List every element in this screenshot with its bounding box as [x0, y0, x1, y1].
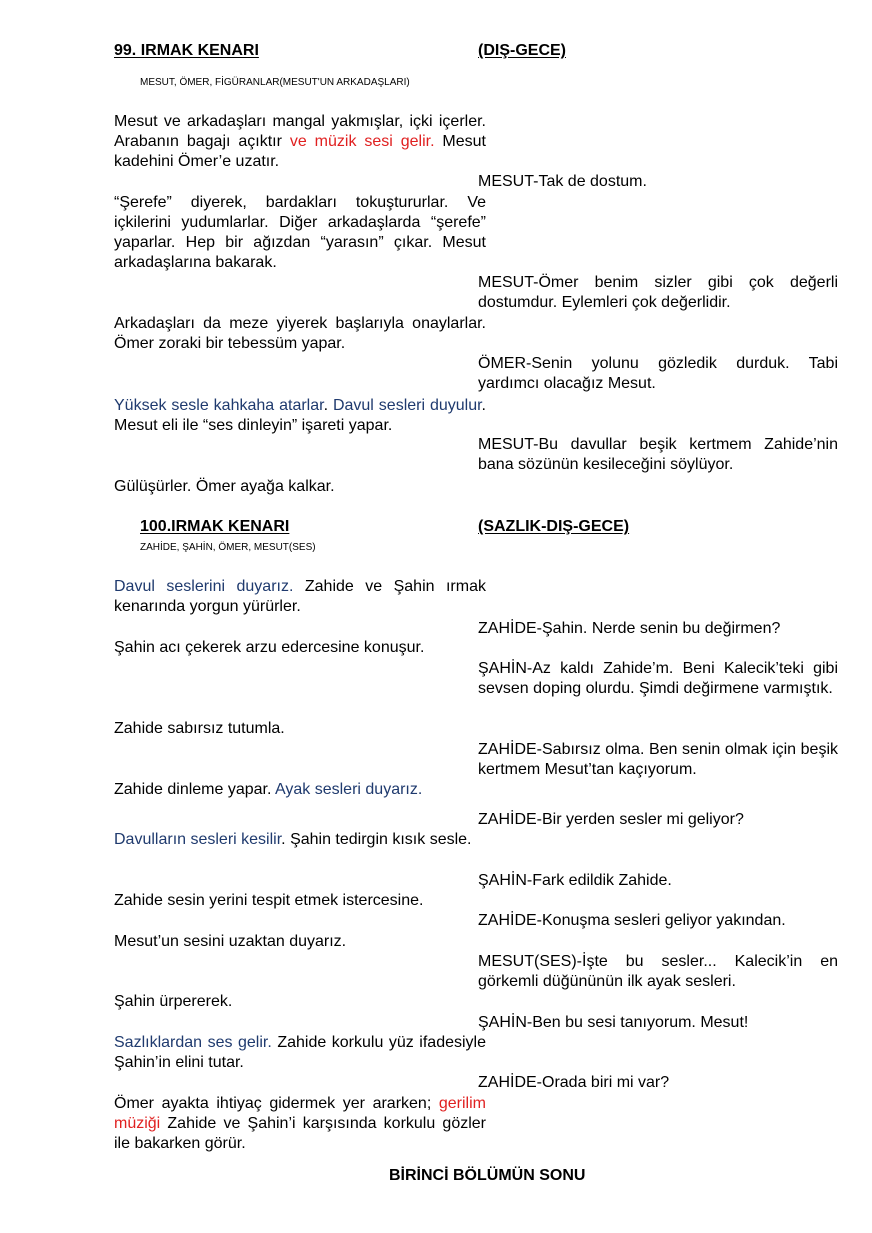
sound-cue: ve müzik sesi gelir.	[289, 133, 435, 150]
scene-100-action-10	[114, 1094, 486, 1154]
scene-100-action-5	[114, 830, 486, 850]
scene-100-action-9	[114, 1033, 486, 1073]
sound-effect: Davulların sesleri kesilir	[114, 831, 282, 848]
sound-effect: Davul seslerini duyarız.	[114, 578, 294, 595]
sound-effect: Sazlıklardan ses gelir.	[114, 1034, 272, 1051]
action-text: Mesut ve arkadaşları mangal yakmışlar, içki içerler. Arabanın bagajı açıktır	[114, 113, 486, 150]
scene-100-cast: ZAHİDE, ŞAHİN, ÖMER, MESUT(SES)	[140, 542, 316, 553]
scene-100-action-2: Şahin acı çekerek arzu edercesine konuşur.	[114, 639, 425, 656]
action-text: Zahide korkulu yüz ifadesiyle Şahin’in elini tutar.	[114, 1034, 486, 1071]
action-text: Ömer ayakta ihtiyaç gidermek yer ararken;	[114, 1095, 439, 1112]
action-text: .	[323, 397, 333, 414]
scene-100-dialogue-1: ZAHİDE-Şahin. Nerde senin bu değirmen?	[478, 620, 781, 637]
scene-100-heading: 100.IRMAK KENARI	[140, 518, 290, 535]
sound-cue: gerilim müziği	[114, 1095, 486, 1132]
scene-100-dialogue-2: ŞAHİN-Az kaldı Zahide’m. Beni Kalecik’teki gibi sevsen doping olurdu. Şimdi değirmene varmıştık.	[478, 660, 838, 697]
action-text: Zahide ve Şahin’i karşısında korkulu gözler ile bakarken görür.	[114, 1115, 486, 1152]
action-text: Zahide dinleme yapar.	[114, 781, 275, 798]
scene-100-action-6: Zahide sesin yerini tespit etmek istercesine.	[114, 892, 424, 909]
scene-100-dialogue-3: ZAHİDE-Sabırsız olma. Ben senin olmak için beşik kertmem Mesut’tan kaçıyorum.	[478, 741, 838, 778]
scene-100-action-4	[114, 780, 486, 800]
scene-100-action-7: Mesut’un sesini uzaktan duyarız.	[114, 933, 347, 950]
sound-effect: Ayak sesleri duyarız.	[275, 781, 423, 798]
scene-99-dialogue-3: ÖMER-Senin yolunu gözledik durduk. Tabi yardımcı olacağız Mesut.	[478, 355, 838, 392]
scene-99-action-3: Arkadaşları da meze yiyerek başlarıyla onaylarlar. Ömer zoraki bir tebessüm yapar.	[114, 315, 486, 352]
scene-99-cast: MESUT, ÖMER, FİGÜRANLAR(MESUT'UN ARKADAŞLARI)	[140, 77, 410, 88]
scene-99-location: (DIŞ-GECE)	[478, 42, 566, 59]
scene-100-location: (SAZLIK-DIŞ-GECE)	[478, 518, 630, 535]
scene-99-action-2: “Şerefe” diyerek, bardakları tokuştururlar. Ve içkilerini yudumlarlar. Diğer arkadaşlarda “şerefe” yaparlar. Hep bir ağızdan “yarasın” çıkar. Mesut arkadaşlarına bakarak.	[114, 194, 486, 271]
sound-effect: Yüksek sesle kahkaha atarlar	[114, 397, 324, 414]
scene-100-action-3: Zahide sabırsız tutumla.	[114, 720, 285, 737]
scene-100-action-1	[114, 577, 486, 617]
scene-99-action-4	[114, 396, 486, 436]
scene-99-heading: 99. IRMAK KENARI	[114, 42, 259, 59]
scene-100-dialogue-6: ZAHİDE-Konuşma sesleri geliyor yakından.	[478, 912, 786, 929]
action-text: Mesut kadehini Ömer’e uzatır.	[114, 133, 486, 170]
scene-100-dialogue-4: ZAHİDE-Bir yerden sesler mi geliyor?	[478, 811, 744, 828]
scene-100-action-8: Şahin ürpererek.	[114, 993, 233, 1010]
scene-99-dialogue-2: MESUT-Ömer benim sizler gibi çok değerli dostumdur. Eylemleri çok değerlidir.	[478, 274, 838, 311]
scene-99-dialogue-1: MESUT-Tak de dostum.	[478, 173, 647, 190]
scene-99-action-1	[114, 112, 486, 172]
scene-100-dialogue-9: ZAHİDE-Orada biri mi var?	[478, 1074, 670, 1091]
action-text: . Şahin tedirgin kısık sesle.	[281, 831, 472, 848]
scene-100-dialogue-7: MESUT(SES)-İşte bu sesler... Kalecik’in en görkemli düğününün ilk ayak sesleri.	[478, 953, 838, 990]
scene-99-dialogue-4: MESUT-Bu davullar beşik kertmem Zahide’nin bana sözünün kesileceğini söylüyor.	[478, 436, 838, 473]
scene-100-dialogue-8: ŞAHİN-Ben bu sesi tanıyorum. Mesut!	[478, 1014, 749, 1031]
episode-end-text: BİRİNCİ BÖLÜMÜN SONU	[389, 1167, 586, 1184]
action-text: Zahide ve Şahin ırmak kenarında yorgun yürürler.	[114, 578, 486, 615]
sound-effect: Davul sesleri duyulur	[332, 397, 482, 414]
scene-100-dialogue-5: ŞAHİN-Fark edildik Zahide.	[478, 872, 672, 889]
scene-99-action-5: Gülüşürler. Ömer ayağa kalkar.	[114, 478, 335, 495]
action-text: . Mesut eli ile “ses dinleyin” işareti yapar.	[114, 397, 486, 434]
